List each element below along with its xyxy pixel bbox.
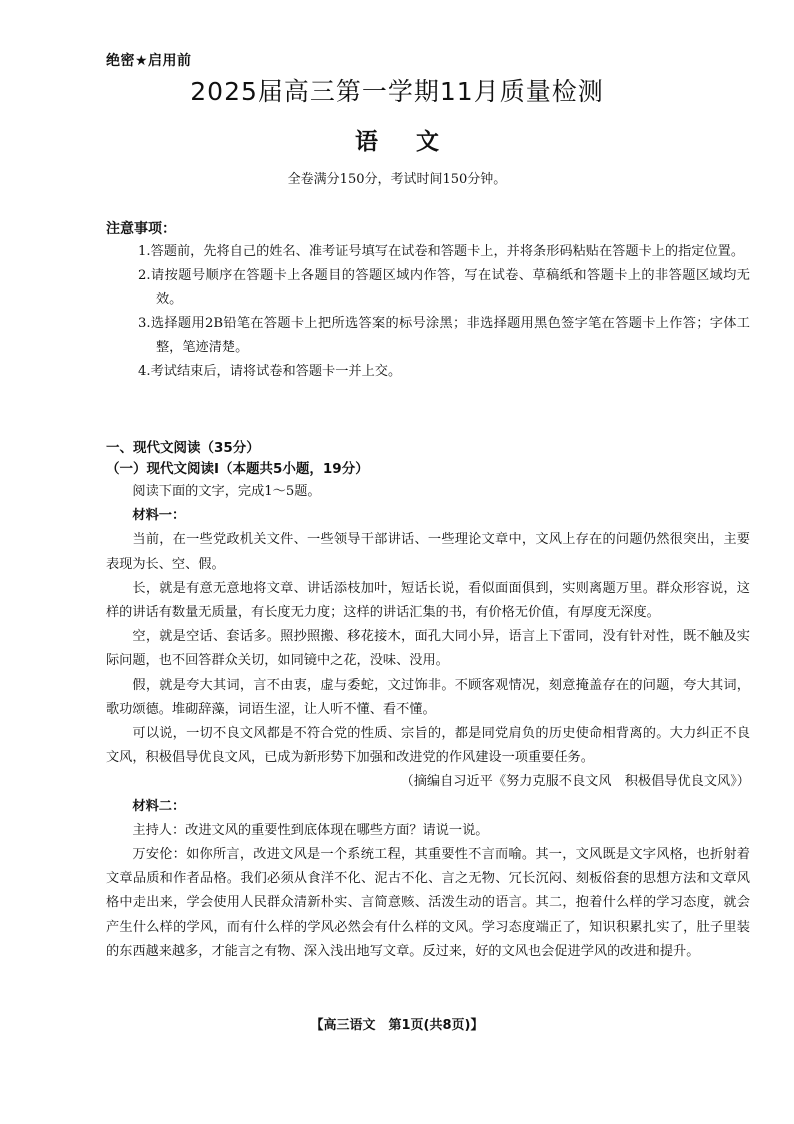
- material-1-paragraph: 长，就是有意无意地将文章、讲话添枝加叶，短话长说，看似面面俱到，实则离题万里。群众形容说，这样的讲话有数量无质量，有长度无力度；这样的讲话汇集的书，有价格无价值，有厚度无深度。: [106, 580, 750, 621]
- notice-item: 3.选择题用2B铅笔在答题卡上把所选答案的标号涂黑；非选择题用黑色签字笔在答题卡上作答；字体工整，笔迹清楚。: [138, 316, 750, 355]
- material-1-paragraph: 可以说，一切不良文风都是不符合党的性质、宗旨的，都是同党肩负的历史使命相背离的。大力纠正不良文风，积极倡导优良文风，已成为新形势下加强和改进党的作风建设一项重要任务。: [106, 726, 750, 766]
- material-1-label: 材料一：: [132, 508, 186, 524]
- material-1-paragraph: 假，就是夸大其词，言不由衷，虚与委蛇，文过饰非。不顾客观情况，刻意掩盖存在的问题，夸大其词，歌功颂德。堆砌辞藻，词语生涩，让人听不懂、看不懂。: [106, 677, 750, 717]
- material-2-label: 材料二：: [132, 798, 186, 814]
- confidential-label: 绝密★启用前: [106, 53, 192, 69]
- page-footer: 【高三语文 第1页(共8页)】: [310, 1018, 484, 1033]
- material-1-paragraph: 空，就是空话、套话多。照抄照搬、移花接木，面孔大同小异，语言上下雷同，没有针对性，既不触及实际问题，也不回答群众关切，如同镜中之花，没味、没用。: [106, 629, 750, 669]
- material-1-paragraph: 当前，在一些党政机关文件、一些领导干部讲话、一些理论文章中，文风上存在的问题仍然很突出，主要表现为长、空、假。: [106, 532, 750, 572]
- subject-title: 语文: [355, 128, 477, 155]
- notice-item: 1.答题前，先将自己的姓名、准考证号填写在试卷和答题卡上，并将条形码粘贴在答题卡上的指定位置。: [138, 244, 745, 259]
- material-2-paragraph: 主持人：改进文风的重要性到底体现在哪些方面？请说一说。: [132, 822, 489, 838]
- notice-item: 2.请按题号顺序在答题卡上各题目的答题区域内作答，写在试卷、草稿纸和答题卡上的非答题区域均无效。: [138, 268, 750, 307]
- notice-heading: 注意事项：: [106, 221, 176, 237]
- reading-body: [106, 480, 750, 964]
- notice-list: [138, 240, 750, 384]
- exam-info: 全卷满分150分，考试时间150分钟。: [287, 172, 507, 187]
- section-heading: 一、现代文阅读（35分）: [106, 440, 260, 456]
- instruction-text: 阅读下面的文字，完成1～5题。: [132, 484, 321, 499]
- material-1-source: （摘编自习近平《努力克服不良文风 积极倡导优良文风》）: [400, 774, 750, 790]
- material-2-paragraph: 万安伦：如你所言，改进文风是一个系统工程，其重要性不言而喻。其一，文风既是文字风格，也折射着文章品质和作者品格。我们必须从食洋不化、泥古不化、言之无物、冗长沉闷、刻板俗套的思想方法和文章风格中走出来，学会使用人民群众清新朴实、言简意赅、活泼生动的语言。其二，抱着什么样的学习态度，就会产生什么样的学风，而有什么样的学风必然会有什么样的文风。学习态度端正了，知识积累扎实了，肚子里装的东西越来越多，才能言之有物、深入浅出地写文章。反过来，好的文风也会促进学风的改进和提升。: [106, 847, 750, 959]
- notice-item: 4.考试结束后，请将试卷和答题卡一并上交。: [138, 364, 402, 379]
- exam-title: 2025届高三第一学期11月质量检测: [190, 77, 604, 106]
- subsection-heading: （一）现代文阅读Ⅰ（本题共5小题，19分）: [106, 461, 369, 477]
